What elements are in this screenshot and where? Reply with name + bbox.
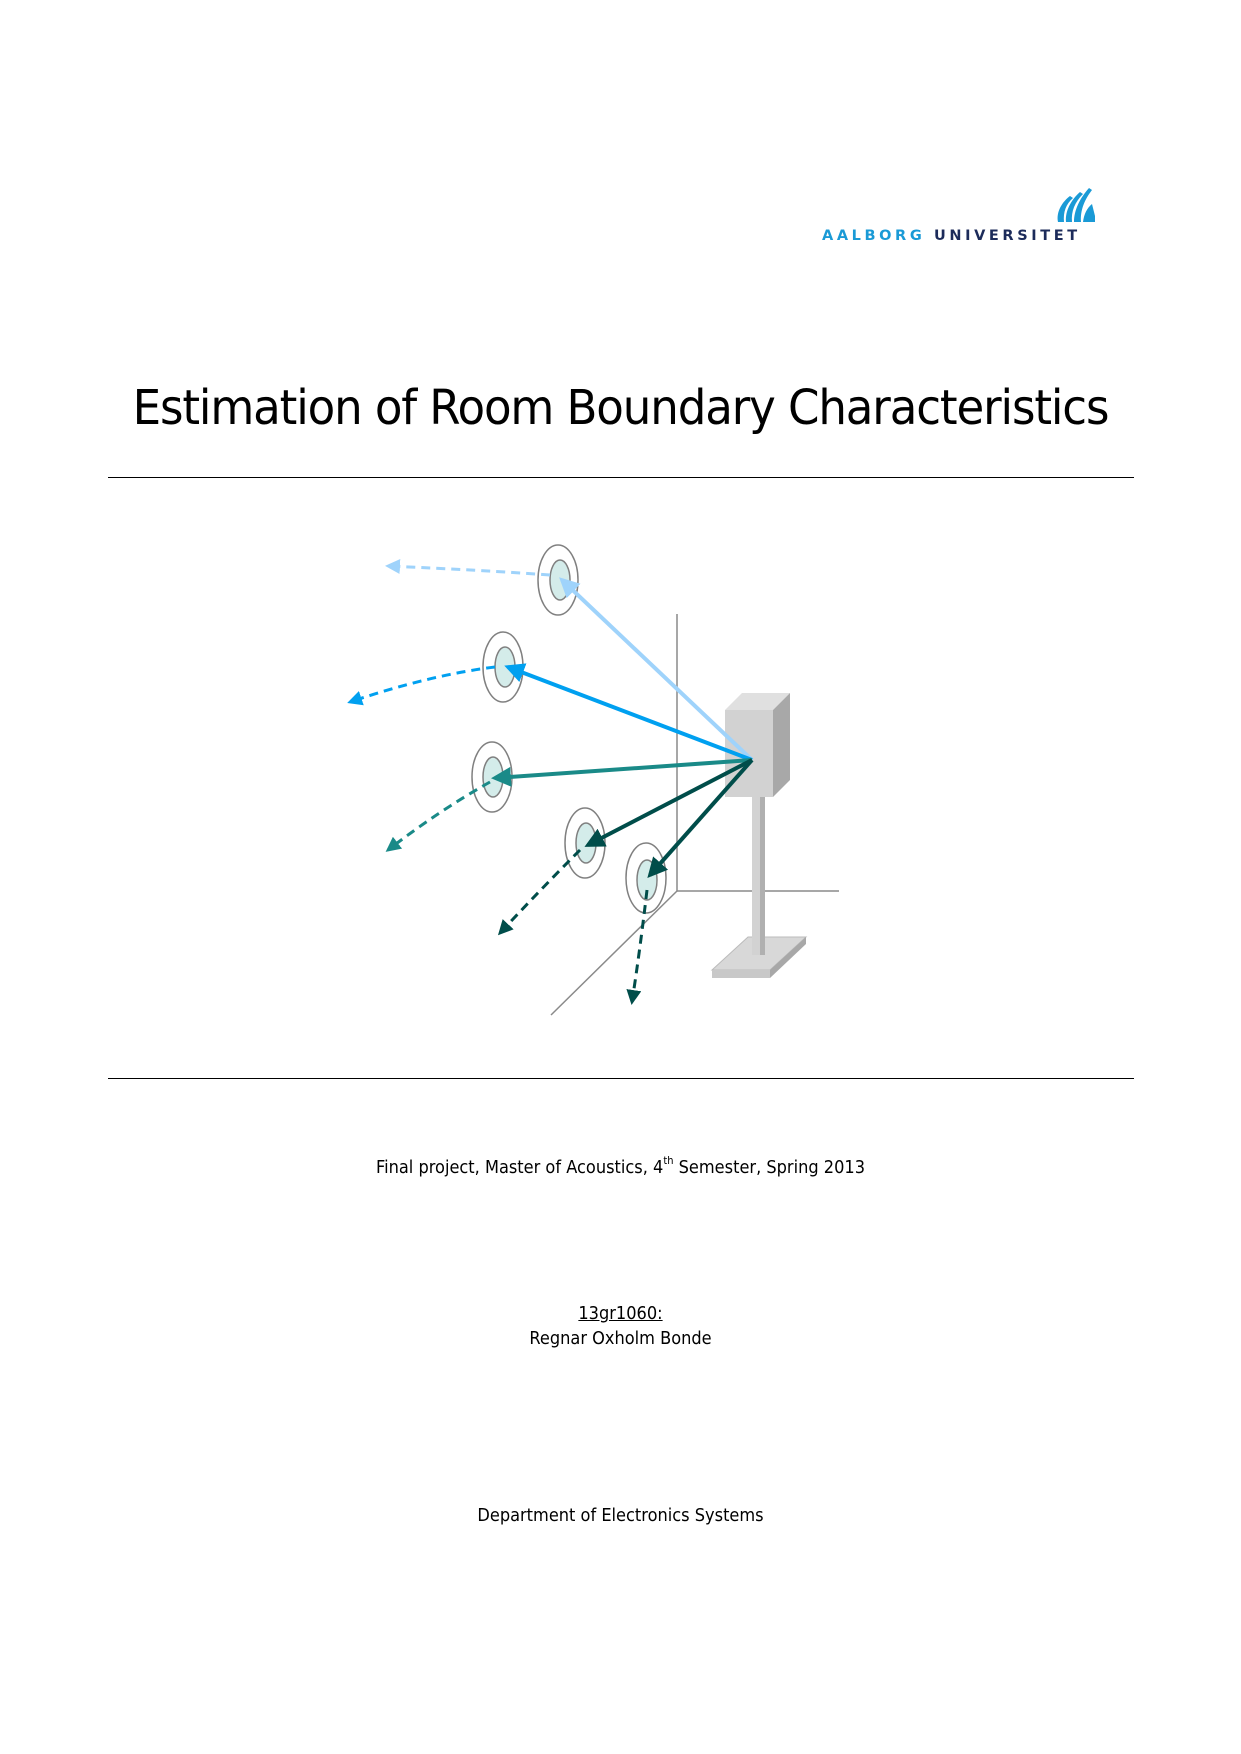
department-name: Department of Electronics Systems <box>477 1505 764 1526</box>
microphone-positions <box>472 545 666 913</box>
project-description <box>62 1154 1179 1178</box>
author-name: Regnar Oxholm Bonde <box>529 1328 712 1349</box>
logo-text-universitet: UNIVERSITET <box>934 228 1081 244</box>
group-id: 13gr1060: <box>578 1303 663 1324</box>
project-line-prefix: Final project, Master of Acoustics, 4 <box>375 1157 664 1178</box>
bottom-divider <box>108 1078 1134 1079</box>
logo-wordmark <box>822 228 1081 244</box>
top-divider <box>108 477 1134 478</box>
project-line-suffix: Semester, Spring 2013 <box>673 1157 866 1178</box>
direct-paths <box>495 580 752 875</box>
logo-text-aalborg: AALBORG <box>822 228 926 244</box>
project-line-superscript: th <box>663 1154 674 1167</box>
waves-logo-icon <box>1054 186 1096 224</box>
cover-figure <box>340 530 860 1040</box>
document-title: Estimation of Room Boundary Characteristics <box>132 380 1109 436</box>
university-logo <box>818 186 1138 246</box>
